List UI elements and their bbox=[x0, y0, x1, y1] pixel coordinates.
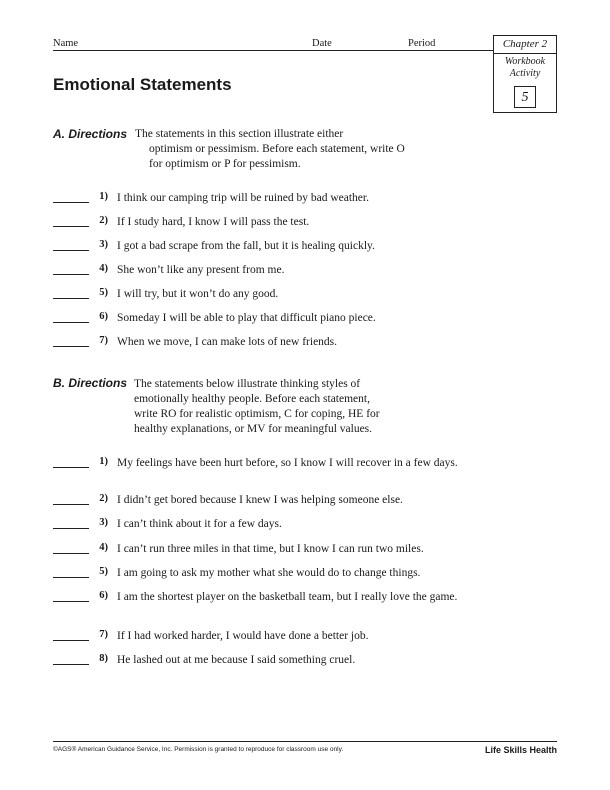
section-a-answer-blank-7[interactable] bbox=[53, 346, 89, 347]
section-a-statement-2: If I study hard, I know I will pass the test. bbox=[117, 216, 310, 228]
section-a-directions-line-2: optimism or pessimism. Before each statement, write O bbox=[149, 143, 405, 155]
section-a-item-number-2: 2) bbox=[99, 215, 108, 226]
section-b-statement-5: I am going to ask my mother what she would do to change things. bbox=[117, 567, 421, 579]
section-a-item-number-5: 5) bbox=[99, 287, 108, 298]
section-a-answer-blank-4[interactable] bbox=[53, 274, 89, 275]
section-a-statement-6: Someday I will be able to play that difficult piano piece. bbox=[117, 312, 376, 324]
activity-number: 5 bbox=[514, 86, 536, 108]
workbook-label: Workbook bbox=[504, 56, 546, 67]
date-label: Date bbox=[312, 38, 332, 49]
footer-rule bbox=[53, 741, 557, 742]
section-a-item-number-3: 3) bbox=[99, 239, 108, 250]
name-date-period-line bbox=[53, 50, 493, 51]
section-a-directions-line-1: The statements in this section illustrate either bbox=[135, 128, 344, 140]
page-title: Emotional Statements bbox=[53, 75, 232, 94]
section-b-directions-line-4: healthy explanations, or MV for meaningful values. bbox=[134, 423, 373, 435]
section-a-answer-blank-1[interactable] bbox=[53, 202, 89, 203]
section-b-statement-7: If I had worked harder, I would have done a better job. bbox=[117, 630, 369, 642]
section-b-answer-blank-7[interactable] bbox=[53, 640, 89, 641]
section-a-answer-blank-2[interactable] bbox=[53, 226, 89, 227]
section-b-answer-blank-4[interactable] bbox=[53, 553, 89, 554]
section-b-statement-8: He lashed out at me because I said something cruel. bbox=[117, 654, 356, 666]
section-b-answer-blank-3[interactable] bbox=[53, 528, 89, 529]
section-b-item-number-6: 6) bbox=[99, 590, 108, 601]
section-a-directions-line-3: for optimism or P for pessimism. bbox=[149, 158, 301, 170]
section-a-heading: A. Directions bbox=[53, 127, 128, 141]
section-b-item-number-7: 7) bbox=[99, 629, 108, 640]
name-label: Name bbox=[53, 38, 79, 49]
section-b-statement-6: I am the shortest player on the basketball team, but I really love the game. bbox=[117, 591, 458, 603]
section-a-item-number-7: 7) bbox=[99, 335, 108, 346]
period-label: Period bbox=[408, 38, 436, 49]
section-a-statement-3: I got a bad scrape from the fall, but it is healing quickly. bbox=[117, 240, 375, 252]
section-b-answer-blank-5[interactable] bbox=[53, 577, 89, 578]
section-a-answer-blank-6[interactable] bbox=[53, 322, 89, 323]
footer-copyright: ©AGS® American Guidance Service, Inc. Permission is granted to reproduce for classroom use only. bbox=[53, 746, 344, 753]
section-a-statement-7: When we move, I can make lots of new friends. bbox=[117, 336, 338, 348]
section-b-answer-blank-1[interactable] bbox=[53, 467, 89, 468]
section-b-statement-3: I can’t think about it for a few days. bbox=[117, 518, 282, 530]
section-b-directions-line-3: write RO for realistic optimism, C for coping, HE for bbox=[134, 408, 380, 420]
section-b-item-number-4: 4) bbox=[99, 542, 108, 553]
section-b-statement-2: I didn’t get bored because I knew I was helping someone else. bbox=[117, 494, 403, 506]
chapter-label: Chapter 2 bbox=[494, 36, 556, 54]
section-a-answer-blank-3[interactable] bbox=[53, 250, 89, 251]
section-b-directions-line-1: The statements below illustrate thinking styles of bbox=[134, 378, 361, 390]
section-b-item-number-5: 5) bbox=[99, 566, 108, 577]
section-a-item-number-4: 4) bbox=[99, 263, 108, 274]
chapter-box bbox=[493, 35, 557, 113]
section-a-statement-5: I will try, but it won’t do any good. bbox=[117, 288, 279, 300]
footer-book-title: Life Skills Health bbox=[484, 745, 557, 755]
section-b-statement-1: My feelings have been hurt before, so I know I will recover in a few days. bbox=[117, 457, 458, 469]
section-b-item-number-3: 3) bbox=[99, 517, 108, 528]
section-b-item-number-2: 2) bbox=[99, 493, 108, 504]
section-b-answer-blank-2[interactable] bbox=[53, 504, 89, 505]
section-b-statement-4: I can’t run three miles in that time, but I know I can run two miles. bbox=[117, 543, 424, 555]
section-b-answer-blank-8[interactable] bbox=[53, 664, 89, 665]
section-b-item-number-8: 8) bbox=[99, 653, 108, 664]
section-a-statement-1: I think our camping trip will be ruined by bad weather. bbox=[117, 192, 369, 204]
section-a-answer-blank-5[interactable] bbox=[53, 298, 89, 299]
section-a-item-number-1: 1) bbox=[99, 191, 108, 202]
section-b-item-number-1: 1) bbox=[99, 456, 108, 467]
activity-label: Activity bbox=[509, 68, 541, 79]
section-b-directions-line-2: emotionally healthy people. Before each statement, bbox=[134, 393, 370, 405]
section-a-statement-4: She won’t like any present from me. bbox=[117, 264, 285, 276]
section-a-item-number-6: 6) bbox=[99, 311, 108, 322]
section-b-heading: B. Directions bbox=[53, 376, 128, 390]
section-b-answer-blank-6[interactable] bbox=[53, 601, 89, 602]
